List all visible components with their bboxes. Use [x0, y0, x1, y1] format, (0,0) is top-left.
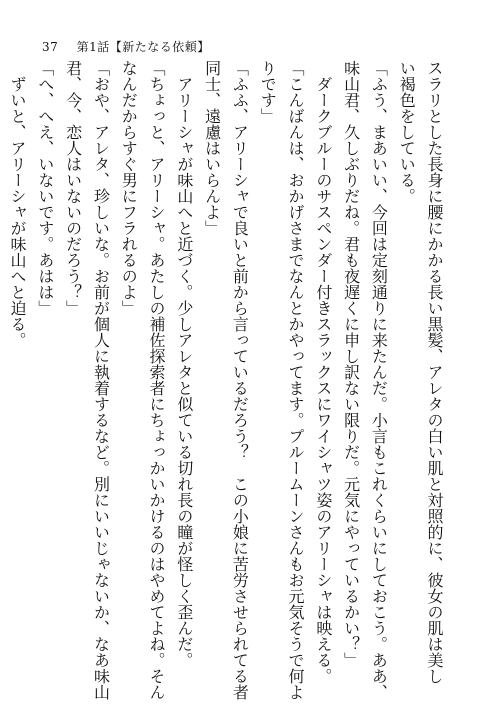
text-line: い褐色をしている。 — [397, 60, 417, 204]
chapter-title: 第1話【新たなる依頼】 — [76, 40, 210, 54]
page-header — [42, 38, 210, 55]
text-line: りです」 — [258, 60, 278, 124]
text-line: 「ちょっと、アリーシャ。あたしの補佐探索者にちょっかいかけるのはやめてよね。そん — [147, 60, 167, 700]
text-line: 「おや、アレタ、珍しいな。お前が個人に執着するなど。別にいいじゃないか、なあ味山 — [91, 60, 111, 700]
text-line: 「ふう、まあいい、今回は定刻通りに来たんだ。小言もこれくらいにしておこう。ああ、 — [369, 60, 389, 700]
text-line: スラリとした長身に腰にかかる長い黒髪、アレタの白い肌と対照的に、彼女の肌は美し — [425, 60, 444, 684]
vertical-body-text — [8, 60, 448, 700]
text-line: 同士、遠慮はいらんよ」 — [202, 60, 222, 236]
text-line: なんだからすぐ男にフラれるのよ」 — [119, 60, 139, 316]
text-line: 「へ、へえ、いないです。あはは」 — [35, 60, 55, 316]
text-line: 味山君、久しぶりだね。君も夜遅くに申し訳ない限りだ。元気にやっているかい？」 — [341, 60, 361, 668]
text-line: ずいと、アリーシャが味山へと迫る。 — [8, 60, 28, 348]
text-line — [0, 60, 3, 680]
text-line: アリーシャが味山へと近づく。少しアレタと似ている切れ長の瞳が怪しく歪んだ。 — [174, 60, 194, 668]
text-line: 「ふふ、アリーシャで良いと前から言っているだろう？ この小娘に苦労させられてる者 — [230, 60, 250, 700]
text-line: 「こんばんは、おかげさまでなんとかやってます。プルームーンさんもお元気そうで何よ — [286, 60, 306, 700]
text-line: ダークブルーのサスペンダー付きスラックスにワイシャツ姿のアリーシャは映える。 — [313, 60, 333, 684]
text-line: 君、今、恋人はいないのだろう？」 — [63, 60, 83, 316]
page-number: 37 — [42, 40, 59, 54]
